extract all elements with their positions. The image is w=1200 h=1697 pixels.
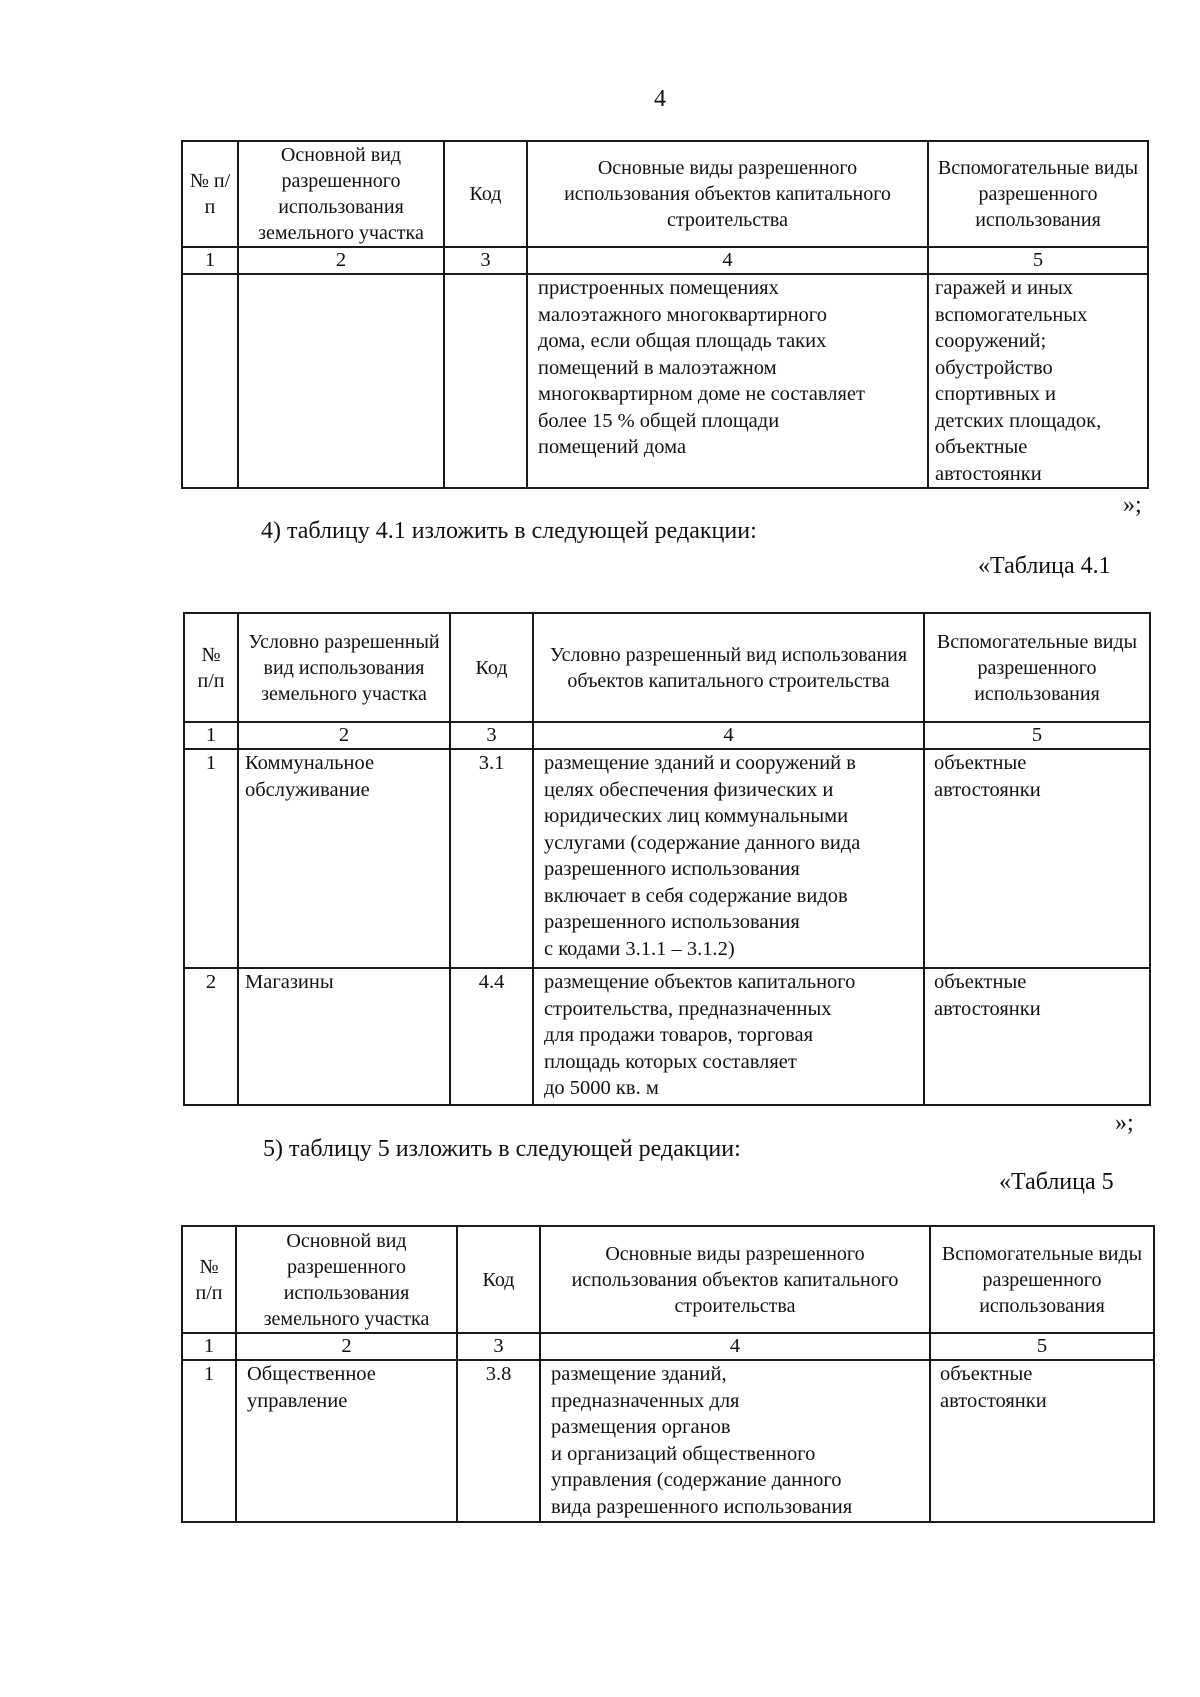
text-line: объектные xyxy=(934,752,1027,774)
header-land-use-type: Основной вид разрешенного использования земельного участка xyxy=(238,141,444,247)
header-auxiliary-use-types: Вспомогательные виды разрешенного использования xyxy=(928,141,1148,247)
table-continuation xyxy=(181,140,1149,489)
paragraph-item-5: 5) таблицу 5 изложить в следующей редакции: xyxy=(263,1136,741,1162)
text-line: управление xyxy=(247,1389,348,1412)
text-line: предназначенных для xyxy=(551,1389,740,1412)
column-number: 2 xyxy=(236,1333,457,1360)
cell-land-use-type xyxy=(236,1360,457,1522)
column-number: 3 xyxy=(444,247,527,274)
text-line: с кодами 3.1.1 – 3.1.2) xyxy=(544,937,735,960)
cell-number: 1 xyxy=(184,749,238,968)
text-line: вида разрешенного использования xyxy=(551,1495,853,1518)
table-row xyxy=(182,1360,1154,1522)
column-number: 5 xyxy=(930,1333,1154,1360)
text-line: детских площадок, xyxy=(935,409,1102,432)
cell-auxiliary-use xyxy=(924,968,1150,1105)
header-number: № п/п xyxy=(182,141,238,247)
paragraph-item-4: 4) таблицу 4.1 изложить в следующей редакции: xyxy=(261,518,757,544)
column-number: 4 xyxy=(533,722,924,749)
cell-number xyxy=(182,274,238,488)
text-line: пристроенных помещениях xyxy=(538,277,779,299)
text-line: Общественное xyxy=(247,1363,376,1385)
table-5 xyxy=(181,1225,1155,1523)
text-line: объектные xyxy=(934,971,1027,993)
table-row xyxy=(184,968,1150,1105)
text-line: размещения органов xyxy=(551,1416,731,1438)
text-line: услугами (содержание данного вида xyxy=(544,831,861,854)
header-auxiliary-use-types: Вспомогательные виды разрешенного использования xyxy=(930,1226,1154,1333)
cell-auxiliary-use xyxy=(930,1360,1154,1522)
cell-building-use-description xyxy=(540,1360,930,1522)
cell-number: 1 xyxy=(182,1360,236,1522)
cell-land-use-type xyxy=(238,968,450,1105)
header-conditional-building-use: Условно разрешенный вид использования объектов капитального строительства xyxy=(533,613,924,722)
text-line: разрешенного использования xyxy=(544,858,800,880)
text-line: автостоянки xyxy=(940,1389,1047,1412)
header-conditional-land-use: Условно разрешенный вид использования земельного участка xyxy=(238,613,450,722)
header-code: Код xyxy=(457,1226,540,1333)
cell-building-use-description xyxy=(533,749,924,968)
column-number: 4 xyxy=(527,247,928,274)
text-line: управления (содержание данного xyxy=(551,1469,842,1491)
column-number: 5 xyxy=(928,247,1148,274)
text-line: разрешенного использования xyxy=(544,911,800,933)
cell-land-use-type xyxy=(238,749,450,968)
text-line: малоэтажного многоквартирного xyxy=(538,303,827,326)
cell-building-use-description xyxy=(533,968,924,1105)
header-building-use-types: Основные виды разрешенного использования объектов капитального строительства xyxy=(527,141,928,247)
text-line: строительства, предназначенных xyxy=(544,997,832,1020)
table1-closing-quote: »; xyxy=(1123,492,1142,518)
column-number: 2 xyxy=(238,247,444,274)
text-line: обслуживание xyxy=(245,778,370,801)
text-line: более 15 % общей площади xyxy=(538,409,780,432)
text-line: до 5000 кв. м xyxy=(544,1077,659,1099)
column-number: 1 xyxy=(182,1333,236,1360)
text-line: спортивных и xyxy=(935,383,1056,405)
page-number: 4 xyxy=(654,86,666,112)
text-line: объектные xyxy=(935,436,1028,458)
header-building-use-types: Основные виды разрешенного использования объектов капитального строительства xyxy=(540,1226,930,1333)
cell-code: 3.1 xyxy=(450,749,533,968)
text-line: Магазины xyxy=(245,971,334,993)
column-number: 5 xyxy=(924,722,1150,749)
table-4-1-label: «Таблица 4.1 xyxy=(978,553,1111,579)
header-code: Код xyxy=(444,141,527,247)
text-line: автостоянки xyxy=(934,778,1041,801)
text-line: размещение зданий, xyxy=(551,1363,727,1385)
cell-building-use-description xyxy=(527,274,928,488)
table-row xyxy=(182,274,1148,488)
column-number: 4 xyxy=(540,1333,930,1360)
cell-auxiliary-use xyxy=(928,274,1148,488)
text-line: для продажи товаров, торговая xyxy=(544,1024,814,1046)
text-line: помещений в малоэтажном xyxy=(538,356,777,379)
text-line: Коммунальное xyxy=(245,752,375,774)
cell-land-use-type xyxy=(238,274,444,488)
text-line: площадь которых составляет xyxy=(544,1050,797,1073)
column-number: 3 xyxy=(450,722,533,749)
header-number: № п/п xyxy=(184,613,238,722)
text-line: размещение зданий и сооружений в xyxy=(544,752,856,774)
text-line: целях обеспечения физических и xyxy=(544,778,834,801)
text-line: гаражей и иных xyxy=(935,277,1074,299)
text-line: автостоянки xyxy=(935,462,1042,485)
text-line: размещение объектов капитального xyxy=(544,971,856,993)
cell-code xyxy=(444,274,527,488)
table-row xyxy=(184,749,1150,968)
column-number: 1 xyxy=(184,722,238,749)
cell-code: 3.8 xyxy=(457,1360,540,1522)
text-line: обустройство xyxy=(935,356,1053,379)
text-line: объектные xyxy=(940,1363,1033,1385)
text-line: дома, если общая площадь таких xyxy=(538,330,827,352)
text-line: вспомогательных xyxy=(935,303,1088,326)
cell-auxiliary-use xyxy=(924,749,1150,968)
cell-code: 4.4 xyxy=(450,968,533,1105)
column-number: 1 xyxy=(182,247,238,274)
cell-number: 2 xyxy=(184,968,238,1105)
text-line: юридических лиц коммунальными xyxy=(544,805,849,827)
header-code: Код xyxy=(450,613,533,722)
column-number: 3 xyxy=(457,1333,540,1360)
text-line: сооружений; xyxy=(935,330,1047,352)
table-4-1 xyxy=(183,612,1151,1106)
text-line: и организаций общественного xyxy=(551,1442,816,1465)
header-land-use-type: Основной вид разрешенного использования земельного участка xyxy=(236,1226,457,1333)
table-5-label: «Таблица 5 xyxy=(999,1169,1114,1195)
header-number: № п/п xyxy=(182,1226,236,1333)
column-number: 2 xyxy=(238,722,450,749)
text-line: автостоянки xyxy=(934,997,1041,1020)
text-line: включает в себя содержание видов xyxy=(544,884,848,907)
header-auxiliary-use-types: Вспомогательные виды разрешенного использования xyxy=(924,613,1150,722)
text-line: многоквартирном доме не составляет xyxy=(538,383,865,405)
text-line: помещений дома xyxy=(538,436,687,458)
table2-closing-quote: »; xyxy=(1115,1110,1134,1136)
